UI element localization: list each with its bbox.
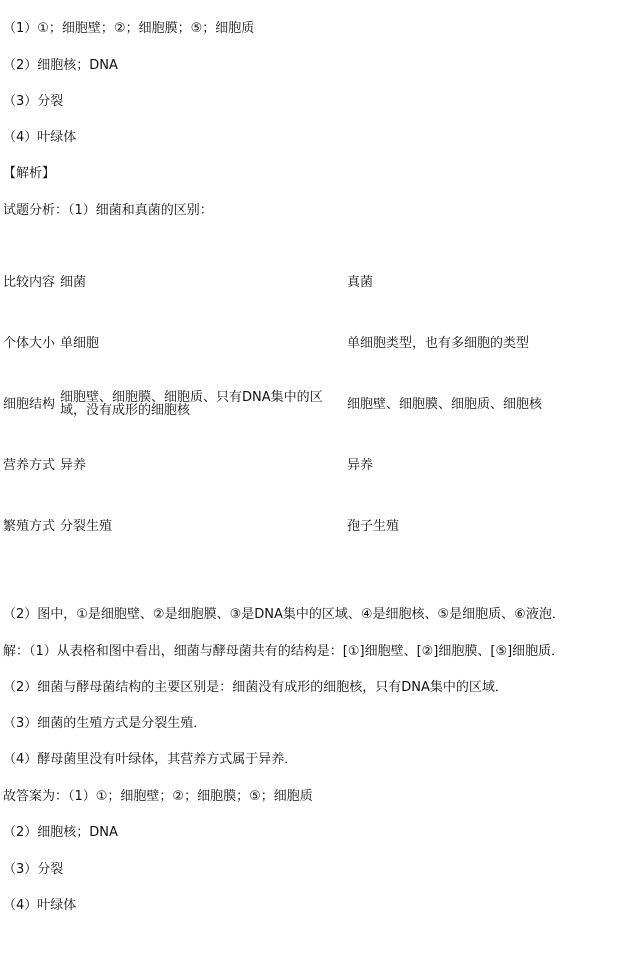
final-answer-line-2: （2）细胞核；DNA — [3, 825, 118, 840]
solution-line-3: （3）细菌的生殖方式是分裂生殖． — [3, 716, 207, 731]
bacteria-value: 分裂生殖 — [60, 519, 113, 534]
row-label: 比较内容 — [3, 275, 56, 290]
fungi-value: 真菌 — [347, 275, 374, 290]
row-label: 细胞结构 — [3, 397, 56, 412]
bacteria-value: 细菌 — [60, 275, 87, 290]
row-label: 繁殖方式 — [3, 519, 56, 534]
fungi-value: 异养 — [347, 458, 374, 473]
final-answer-line-4: （4）叶绿体 — [3, 898, 77, 913]
fungi-value: 细胞壁、细胞膜、细胞质、细胞核 — [347, 397, 543, 412]
solution-line-4: （4）酵母菌里没有叶绿体，其营养方式属于异养． — [3, 752, 298, 767]
analysis-intro: 试题分析：（1）细菌和真菌的区别： — [3, 203, 213, 218]
fungi-value: 孢子生殖 — [347, 519, 400, 534]
jiexi-heading: 【解析】 — [3, 166, 56, 181]
fungi-value: 单细胞类型，也有多细胞的类型 — [347, 336, 530, 351]
analysis-part-2: （2）图中，①是细胞壁、②是细胞膜、③是DNA集中的区域、④是细胞核、⑤是细胞质、⑥液泡． — [3, 607, 565, 622]
solution-line-2: （2）细菌与酵母菌结构的主要区别是：细菌没有成形的细胞核，只有DNA集中的区域． — [3, 680, 508, 695]
answer-line-1: （1）①；细胞壁；②；细胞膜；⑤；细胞质 — [3, 21, 255, 36]
bacteria-value: 细胞壁、细胞膜、细胞质、只有DNA集中的区域，没有成形的细胞核 — [60, 390, 323, 418]
row-label: 个体大小 — [3, 336, 56, 351]
answer-line-4: （4）叶绿体 — [3, 130, 77, 145]
final-answer-line-1: 故答案为：（1）①；细胞壁；②；细胞膜；⑤；细胞质 — [3, 789, 313, 804]
bacteria-value: 单细胞 — [60, 336, 100, 351]
bacteria-value: 异养 — [60, 458, 87, 473]
answer-line-3: （3）分裂 — [3, 94, 64, 109]
row-label: 营养方式 — [3, 458, 56, 473]
solution-line-1: 解：（1）从表格和图中看出，细菌与酵母菌共有的结构是：[①]细胞壁、[②]细胞膜、[⑤]细胞质． — [3, 644, 565, 659]
answer-line-2: （2）细胞核；DNA — [3, 58, 118, 73]
final-answer-line-3: （3）分裂 — [3, 862, 64, 877]
